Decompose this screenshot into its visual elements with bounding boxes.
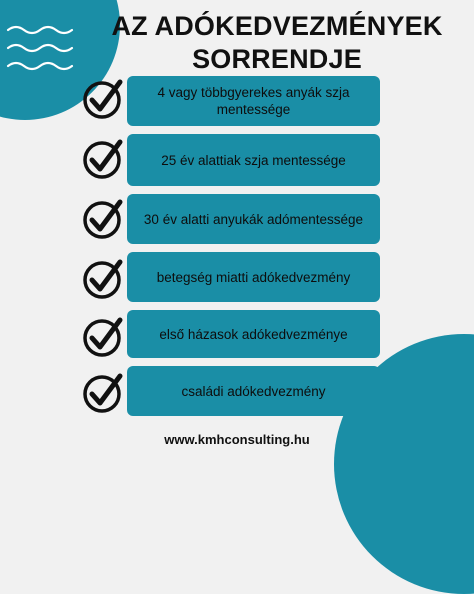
checkmark-circle-icon	[82, 316, 124, 358]
website-url: www.kmhconsulting.hu	[164, 432, 310, 447]
item-box	[127, 252, 380, 302]
checkmark-circle-icon	[82, 78, 124, 120]
item-text: családi adókedvezmény	[181, 383, 326, 399]
page-title	[80, 10, 474, 76]
list-item	[0, 366, 474, 422]
checkmark-circle-icon	[82, 372, 124, 414]
item-text: 25 év alattiak szja mentessége	[161, 152, 346, 168]
item-text: első házasok adókedvezménye	[159, 326, 348, 342]
checkmark-circle-icon	[82, 138, 124, 180]
item-box	[127, 134, 380, 186]
list-item	[0, 192, 474, 248]
list-item	[0, 72, 474, 128]
list-item	[0, 310, 474, 366]
item-text: betegség miatti adókedvezmény	[156, 269, 351, 285]
item-box	[127, 194, 380, 244]
checkmark-circle-icon	[82, 198, 124, 240]
title-line-2: SORRENDJE	[192, 44, 362, 74]
item-box	[127, 366, 380, 416]
list-item	[0, 132, 474, 188]
item-text: 4 vagy többgyerekes anyák szja mentessége	[157, 85, 350, 117]
list-item	[0, 252, 474, 308]
checkmark-circle-icon	[82, 258, 124, 300]
item-text: 30 év alatti anyukák adómentessége	[143, 211, 364, 227]
item-box	[127, 310, 380, 358]
title-line-1: AZ ADÓKEDVEZMÉNYEK	[111, 11, 443, 41]
item-box	[127, 76, 380, 126]
